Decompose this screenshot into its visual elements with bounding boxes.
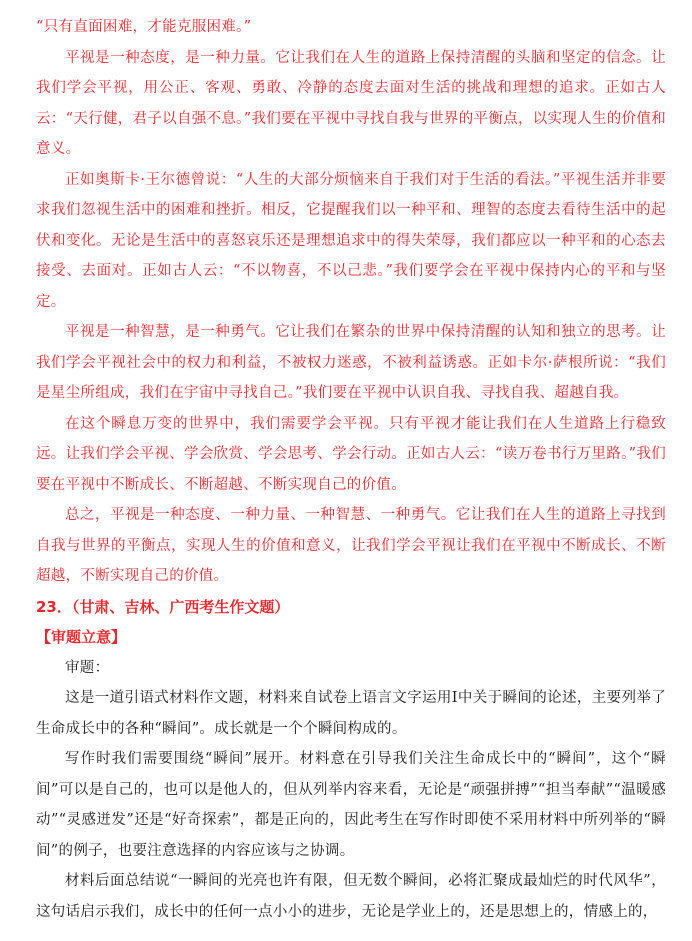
essay-paragraph: 正如奥斯卡·王尔德曾说：“人生的大部分烦恼来自于我们对于生活的看法。”平视生活并非要求我们忽视生活中的困难和挫折。相反，它提醒我们以一种平和、理智的态度去看待生活中的起伏和变化。无论是生活中的喜怒哀乐还是理想追求中的得失荣辱，我们都应以一种平和的心态去接受、去面对。正如古人云：“不以物喜，不以己悲。”我们要学会在平视中保持内心的平和与坚定。 [36,171,666,310]
analysis-paragraph: 这是一道引语式材料作文题，材料来自试卷上语言文字运用Ⅰ中关于瞬间的论述，主要列举了生命成长中的各种“瞬间”。成长就是一个个瞬间构成的。 [36,690,666,737]
sub-label: 审题： [65,659,110,676]
essay-paragraph: 在这个瞬息万变的世界中，我们需要学会平视。只有平视才能让我们在人生道路上行稳致远。让我们学会平视、学会欣赏、学会思考、学会行动。正如古人云：“读万卷书行万里路。”我们要在平视中不断成长、不断超越、不断实现自己的价值。 [36,415,666,493]
essay-paragraph: 平视是一种智慧，是一种勇气。它让我们在繁杂的世界中保持清醒的认知和独立的思考。让我们学会平视社会中的权力和利益，不被权力迷惑，不被利益诱惑。正如卡尔·萨根所说：“我们是星尘所组成，我们在宇宙中寻找自己。”我们要在平视中认识自我、寻找自我、超越自我。 [36,324,666,401]
analysis-paragraph: 材料后面总结说“一瞬间的光亮也许有限，但无数个瞬间，必将汇聚成最灿烂的时代风华”，这句话启示我们，成长中的任何一点小小的进步，无论是学业上的，还是思想上的，情感上的， [36,873,666,920]
essay-paragraph: 总之，平视是一种态度、一种力量、一种智慧、一种勇气。它让我们在人生的道路上寻找到自我与世界的平衡点，实现人生的价值和意义，让我们学会平视让我们在平视中不断成长、不断超越，不断实现自己的价值。 [36,507,666,584]
essay-paragraph: 平视是一种态度，是一种力量。它让我们在人生的道路上保持清醒的头脑和坚定的信念。让我们学会平视，用公正、客观、勇敢、冷静的态度去面对生活的挑战和理想的追求。正如古人云：“天行健，君子以自强不息。”我们要在平视中寻找自我与世界的平衡点，以实现人生的价值和意义。 [36,49,666,157]
section-label: 【审题立意】 [36,628,127,646]
document-page [36,12,666,927]
analysis-paragraph: 写作时我们需要围绕“瞬间”展开。材料意在引导我们关注生命成长中的“瞬间”，这个“瞬间”可以是自己的，也可以是他人的，但从列举内容来看，无论是“顽强拼搏”“担当奉献”“温暖感动”“灵感迸发”还是“好奇探索”，都是正向的，因此考生在写作时即使不采用材料中所列举的“瞬间”的例子，也要注意选择的内容应该与之协调。 [36,751,666,859]
question-title: 23．（甘肃、吉林、广西考生作文题） [36,597,290,616]
essay-quote-line: “只有直面困难，才能克服困难。” [36,19,252,35]
